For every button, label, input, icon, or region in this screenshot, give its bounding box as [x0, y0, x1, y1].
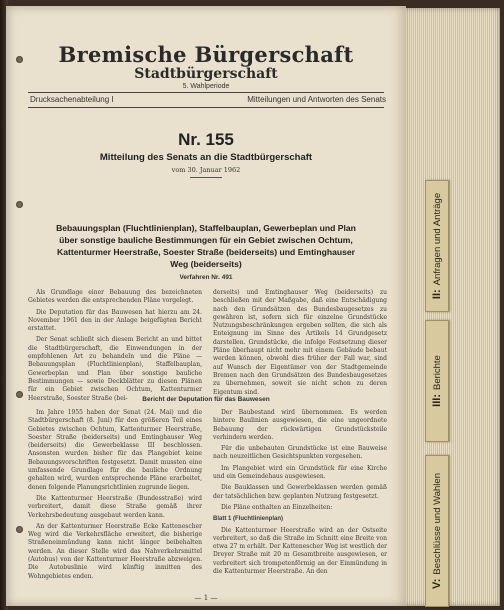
header-rule-bottom	[28, 107, 384, 108]
procedure-number: Verfahren Nr. 491	[179, 274, 233, 281]
page-edges	[404, 8, 500, 606]
paragraph: Der Baubestand wird übernommen. Es werden hintere Baulinien ausgewiesen, die eine ungeordnete Bebauung der rückwärtigen Grundstücksteile verhindern werden.	[213, 409, 387, 441]
paragraph: Die Kattenturmer Heerstraße wird an der Ostseite verbreitert, so daß die Straße im Schnitt eine Breite von etwa 27 m erhält. Der Kattenescher Weg ist westlich der Dreyer Straße mit 20 m Gesamtbreite ausgewiesen, er verbreitert sich trompetenförmig an der Einmündung in die Kattenturmer Heerstraße. An den	[213, 526, 387, 576]
body-column-1	[28, 289, 202, 406]
section-label-left: Drucksachenabteilung I	[30, 95, 114, 104]
document-date: vom 30. Januar 1962	[171, 166, 241, 174]
body-column-3	[28, 409, 202, 584]
document-heading: Mitteilung des Senats an die Stadtbürgerschaft	[99, 152, 313, 163]
paragraph: derseits) und Emtinghauser Weg (beiderseits) zu beschließen mit der Maßgabe, daß eine Entschädigung nach den Grundsätzen des Bundesbaugesetzes zu gewähren ist, sofern sich für einzelne Grundstücke Nutzungsbeschränkungen ergeben sollten, die sich als Enteignung im Sinne des Artikels 14 Grundgesetz darstellen. Grundstücke, die infolge Festsetzung dieser Pläne überhaupt nicht mehr mit einem Gebäude bebaut werden können, obwohl dies früher der Fall war, sind auf Wunsch der Eigentümer von der Stadtgemeinde Bremen nach den Grundsätzen des Bundesbaugesetzes zu übernehmen, soweit sie nicht schon zu deren Eigentum sind.	[213, 289, 387, 396]
short-divider	[190, 177, 222, 178]
paragraph: Der Senat schließt sich diesem Bericht an und bittet die Stadtbürgerschaft, die Einwendungen in der empfohlenen Art zu behandeln und die Pläne — Bebauungsplan (Fluchtlinienplan), Staffelbauplan, Gewerbeplan und Plan über sonstige bauliche Bestimmungen — sowie Deckblätter zu diesen Plänen für ein Gebiet zwischen Ochtum, Kattenturmer Heerstraße, Soester Straße (bei-	[28, 336, 202, 402]
body-column-2	[213, 289, 387, 400]
tab-beschluesse[interactable]	[425, 455, 449, 607]
header-rule-top	[28, 92, 384, 93]
tab-berichte[interactable]	[425, 320, 449, 442]
paragraph: Die Kattenturmer Heerstraße (Bundesstraße) wird verbreitert, damit diese Straße gemäß ihrer Verkehrsbedeutung ausgebaut werden kann.	[28, 494, 202, 519]
paragraph: An der Kattenturmer Heerstraße Ecke Kattenescher Weg wird die Verkehrsfläche erweitert, die bisherige Straßeneinmündung kann nicht länger beibehalten werden. An dieser Stelle wird das Nahverkehrsmittel (Autobus) von der Kattenturmer Heerstraße abzweigen. Die Autobuslinie wird künftig inmitten des Wohngebietes enden.	[28, 522, 202, 580]
tab-beschluesse-label: V:Beschlüsse und Wahlen	[431, 473, 443, 589]
paragraph: Die Pläne enthalten an Einzelheiten:	[221, 503, 333, 511]
parliament-title: Bremische Bürgerschaft	[58, 42, 354, 67]
punch-hole	[16, 201, 23, 208]
document-number: Nr. 155	[178, 130, 234, 149]
sheet-heading: Blatt 1 (Fluchtlinienplan)	[213, 516, 283, 523]
parliament-subtitle: Stadtbürgerschaft	[134, 66, 278, 82]
paragraph: Die Deputation für das Bauwesen hat hierzu am 24. November 1961 den in der Anlage beigefügten Bericht erstattet.	[28, 308, 202, 333]
paragraph: Im Plangebiet wird ein Grundstück für eine Kirche und ein Gemeindehaus ausgewiesen.	[213, 464, 387, 481]
tab-anfragen-label: II:Anfragen und Anträge	[431, 192, 443, 300]
paragraph: Die Bauklassen und Gewerbeklassen werden gemäß der tatsächlichen bzw. geplanten Nutzung festgesetzt.	[213, 484, 387, 500]
punch-hole	[16, 526, 23, 533]
tab-anfragen[interactable]	[425, 180, 449, 312]
page-number: — 1 —	[194, 594, 218, 602]
paragraph: Für die unbebauten Grundstücke ist eine Bauweise nach neuzeitlichen Gesichtspunkten vorgesehen.	[213, 445, 387, 461]
report-heading: Bericht der Deputation für das Bauwesen	[142, 396, 270, 403]
legislative-period: 5. Wahlperiode	[182, 83, 230, 90]
section-label-right: Mitteilungen und Antworten des Senats	[247, 95, 386, 104]
body-column-4	[213, 409, 387, 579]
document-page	[6, 6, 406, 606]
paragraph: Als Grundlage einer Bebauung des bezeichneten Gebietes werden die entsprechenden Pläne vorgelegt.	[28, 289, 202, 305]
document-title: Bebauungsplan (Fluchtlinienplan), Staffelbauplan, Gewerbeplan und Plan über sonstige bauliche Bestimmungen für ein Gebiet zwischen Ochtum, Kattenturmer Heerstraße, Soester Straße (beiderseits) und Emtinghauser Weg (beiderseits)	[56, 223, 356, 269]
paragraph: Im Jahre 1955 haben der Senat (24. Mai) und die Stadtbürgerschaft (8. Juni) für den größeren Teil eines Gebietes zwischen Ochtum, Kattenturmer Heerstraße, Soester Straße (beiderseits) und Emtinghauser Weg (beiderseits) die Gewerbeklasse III beschlossen. Ansonsten wurden bisher für das Plangebiet keine Bebauungsvorschriften festgesetzt. Damit mussten eine umfassende Grundlage für die bauliche Ordnung gehalten wird, wurden entsprechende Pläne erarbeitet, denen folgende Planungsrichtlinien zugrunde liegen.	[28, 409, 202, 491]
tab-berichte-label: III:Berichte	[431, 355, 443, 407]
